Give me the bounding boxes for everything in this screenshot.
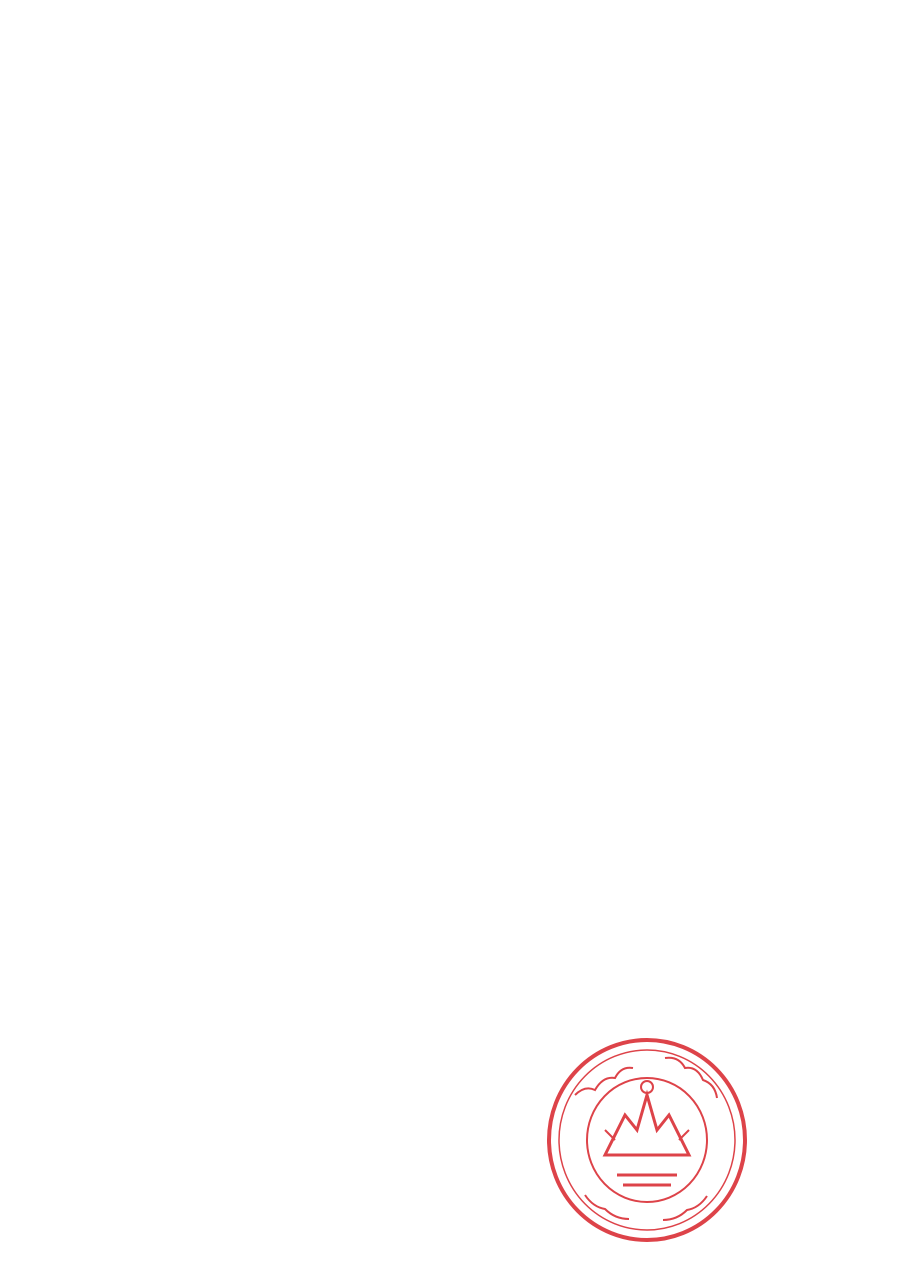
official-seal-icon	[545, 1035, 750, 1245]
